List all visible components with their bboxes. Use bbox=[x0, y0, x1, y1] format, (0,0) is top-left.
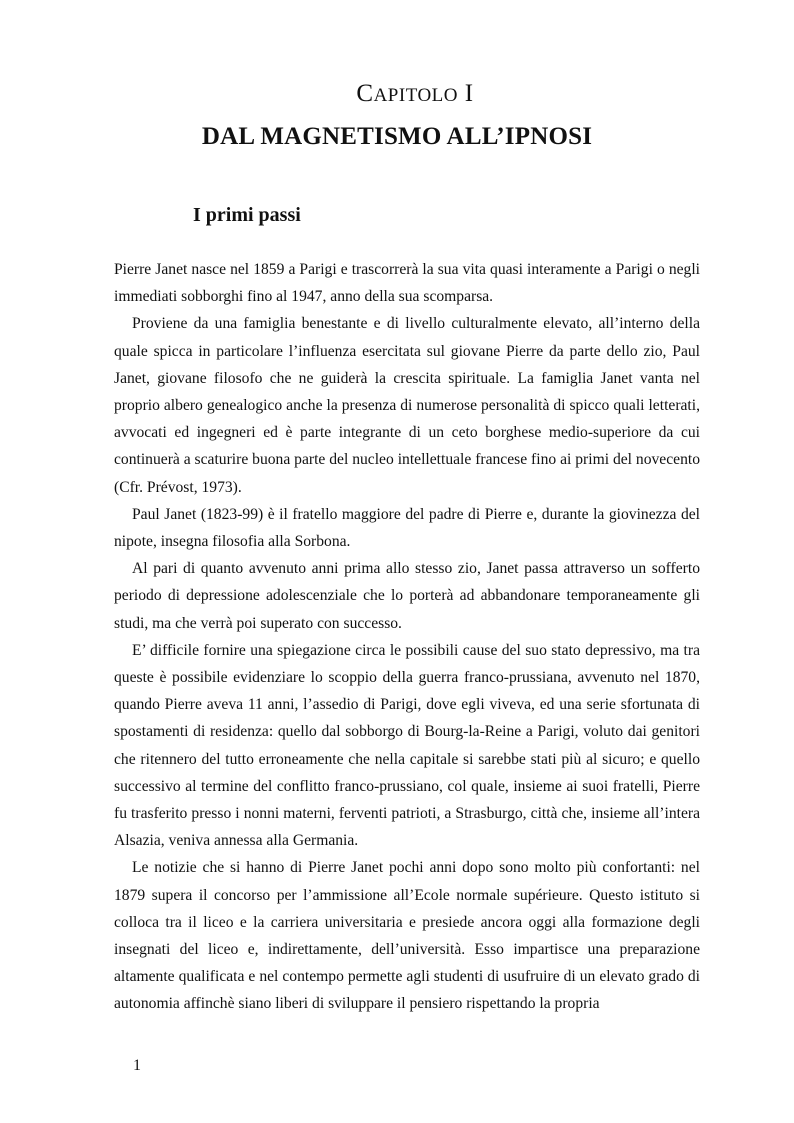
chapter-title: DAL MAGNETISMO ALL’IPNOSI bbox=[201, 123, 593, 150]
section-title: I primi passi bbox=[193, 204, 301, 226]
paragraph-5: E’ difficile fornire una spiegazione circa le possibili cause del suo stato depressivo, ma tra queste è possibile evidenziare lo scoppio della guerra franco-prussiana, avvenuto nel 1870, quando Pierre aveva 11 anni, l’assedio di Parigi, dove egli viveva, ed una serie sfortunata di spostamenti di residenza: quello dal sobborgo di Bourg-la-Reine a Parigi, voluto dai genitori che ritennero del tutto erroneamente che nella capitale si sarebbe stati più al sicuro; e quello successivo al termine del conflitto franco-prussiano, col quale, insieme ai suoi fratelli, Pierre fu trasferito presso i nonni materni, ferventi patrioti, a Strasburgo, città che, insieme all’intera Alsazia, veniva annessa alla Germania. bbox=[114, 641, 700, 850]
page-number: 1 bbox=[133, 1057, 141, 1074]
paragraph-1: Pierre Janet nasce nel 1859 a Parigi e trascorrerà la sua vita quasi interamente a Parigi o negli immediati sobborghi fino al 1947, anno della sua scomparsa. bbox=[114, 261, 700, 306]
paragraph-6: Le notizie che si hanno di Pierre Janet pochi anni dopo sono molto più confortanti: nel 1879 supera il concorso per l’ammissione all’Ecole normale supérieure. Questo istituto si colloca tra il liceo e la carriera universitaria e presiede ancora oggi alla formazione degli insegnati del liceo e, indirettamente, dell’università. Esso impartisce una preparazione altamente qualificata e nel contempo permette agli studenti di usufruire di un elevato grado di autonomia affinchè siano liberi di sviluppare il pensiero rispettando la propria bbox=[114, 859, 700, 1013]
chapter-label bbox=[0, 80, 794, 108]
chapter-label-initial: C bbox=[356, 80, 374, 107]
paragraph-2: Proviene da una famiglia benestante e di livello culturalmente elevato, all’interno della quale spicca in particolare l’influenza esercitata sul giovane Pierre da parte dello zio, Paul Janet, giovane filosofo che ne guiderà la crescita spirituale. La famiglia Janet vanta nel proprio albero genealogico anche la presenza di numerose personalità di spicco quali letterati, avvocati ed ingegneri ed è parte integrante di un ceto borghese medio-superiore da cui continuerà a scaturire buona parte del nucleo intellettuale francese fino ai primi del novecento (Cfr. Prévost, 1973). bbox=[114, 315, 700, 496]
chapter-number: I bbox=[464, 80, 474, 107]
chapter-label-rest: APITOLO bbox=[373, 85, 459, 106]
paragraph-3: Paul Janet (1823-99) è il fratello maggiore del padre di Pierre e, durante la giovinezza del nipote, insegna filosofia alla Sorbona. bbox=[114, 505, 700, 551]
body-text bbox=[114, 256, 700, 1018]
paragraph-4: Al pari di quanto avvenuto anni prima allo stesso zio, Janet passa attraverso un sofferto periodo di depressione adolescenziale che lo porterà ad abbandonare temporaneamente gli studi, ma che verrà poi superato con successo. bbox=[114, 560, 700, 632]
